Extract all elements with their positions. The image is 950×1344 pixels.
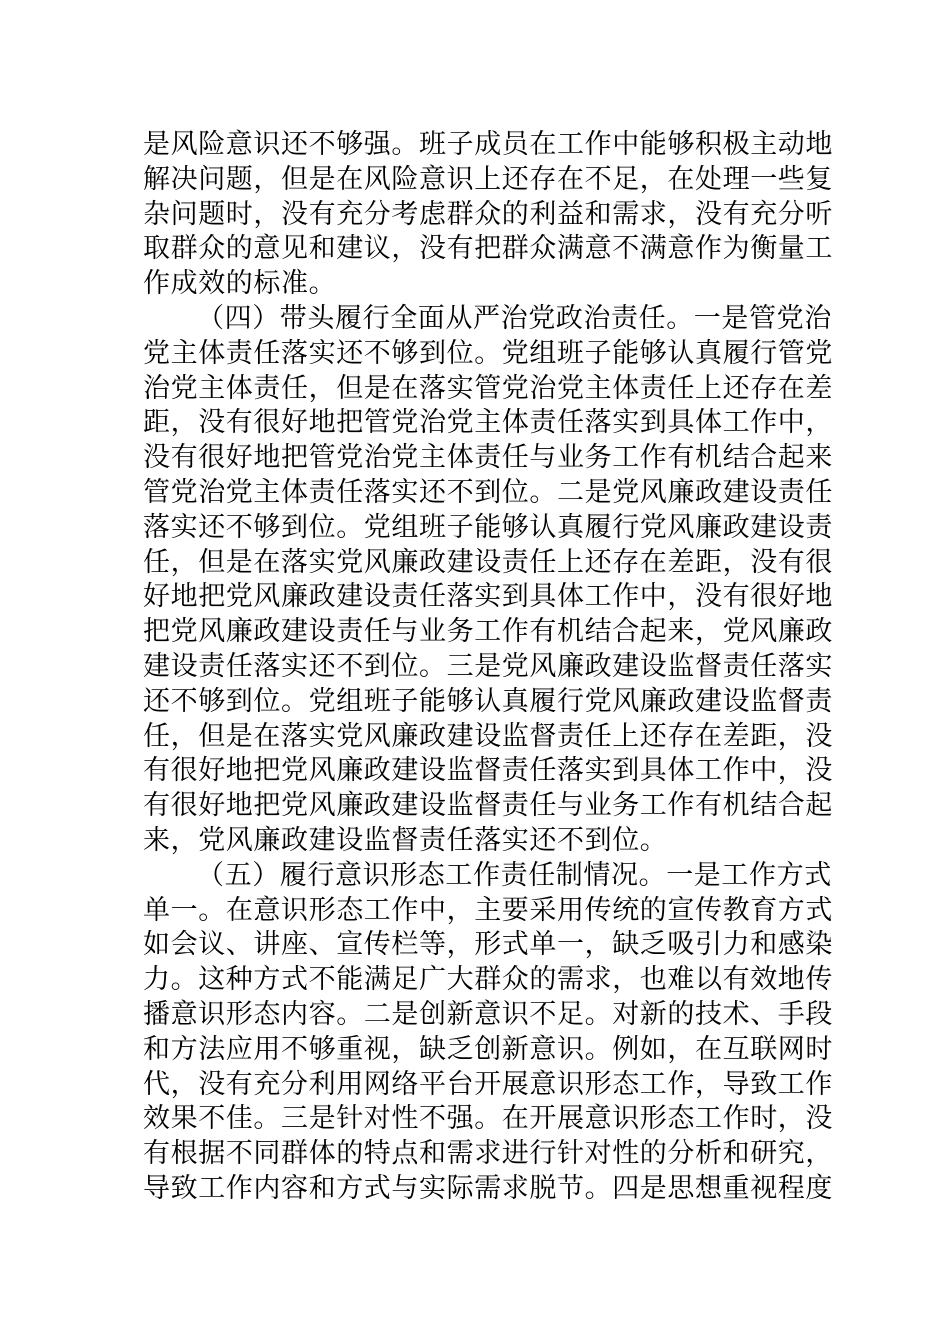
text-line: 解决问题，但是在风险意识上还存在不足，在处理一些复 xyxy=(143,163,833,195)
text-line: 落实还不够到位。党组班子能够认真履行党风廉政建设责 xyxy=(143,511,833,543)
text-line: 导致工作内容和方式与实际需求脱节。四是思想重视程度 xyxy=(143,1172,833,1204)
text-line: 作成效的标准。 xyxy=(143,268,337,300)
text-line: 任，但是在落实党风廉政建设监督责任上还存在差距，没 xyxy=(143,720,833,752)
text-line: 距，没有很好地把管党治党主体责任落实到具体工作中， xyxy=(143,407,833,439)
text-line: 没有很好地把管党治党主体责任与业务工作有机结合起来 xyxy=(143,442,833,474)
text-line: （四）带头履行全面从严治党政治责任。一是管党治 xyxy=(197,302,832,334)
text-line: 好地把党风廉政建设责任落实到具体工作中，没有很好地 xyxy=(143,581,833,613)
text-line: 有很好地把党风廉政建设监督责任落实到具体工作中，没 xyxy=(143,755,833,787)
text-line: 有很好地把党风廉政建设监督责任与业务工作有机结合起 xyxy=(143,790,833,822)
text-line: （五）履行意识形态工作责任制情况。一是工作方式 xyxy=(197,859,832,891)
text-line: 来，党风廉政建设监督责任落实还不到位。 xyxy=(143,824,668,856)
text-line: 治党主体责任，但是在落实管党治党主体责任上还存在差 xyxy=(143,372,833,404)
text-line: 播意识形态内容。二是创新意识不足。对新的技术、手段 xyxy=(143,998,833,1030)
text-line: 代，没有充分利用网络平台开展意识形态工作，导致工作 xyxy=(143,1068,833,1100)
text-line: 任，但是在落实党风廉政建设责任上还存在差距，没有很 xyxy=(143,546,833,578)
text-line: 如会议、讲座、宣传栏等，形式单一，缺乏吸引力和感染 xyxy=(143,929,833,961)
text-line: 效果不佳。三是针对性不强。在开展意识形态工作时，没 xyxy=(143,1103,833,1135)
text-line: 建设责任落实还不到位。三是党风廉政建设监督责任落实 xyxy=(143,650,833,682)
text-line: 取群众的意见和建议，没有把群众满意不满意作为衡量工 xyxy=(143,233,833,265)
document-body-text xyxy=(143,128,833,1207)
text-line: 把党风廉政建设责任与业务工作有机结合起来，党风廉政 xyxy=(143,616,833,648)
text-line: 管党治党主体责任落实还不到位。二是党风廉政建设责任 xyxy=(143,476,833,508)
text-line: 单一。在意识形态工作中，主要采用传统的宣传教育方式 xyxy=(143,894,833,926)
text-line: 杂问题时，没有充分考虑群众的利益和需求，没有充分听 xyxy=(143,198,833,230)
text-line: 力。这种方式不能满足广大群众的需求，也难以有效地传 xyxy=(143,964,833,996)
text-line: 有根据不同群体的特点和需求进行针对性的分析和研究， xyxy=(143,1138,833,1170)
text-line: 和方法应用不够重视，缺乏创新意识。例如，在互联网时 xyxy=(143,1033,833,1065)
text-line: 党主体责任落实还不够到位。党组班子能够认真履行管党 xyxy=(143,337,833,369)
text-line: 是风险意识还不够强。班子成员在工作中能够积极主动地 xyxy=(143,129,833,160)
text-line: 还不够到位。党组班子能够认真履行党风廉政建设监督责 xyxy=(143,685,833,717)
